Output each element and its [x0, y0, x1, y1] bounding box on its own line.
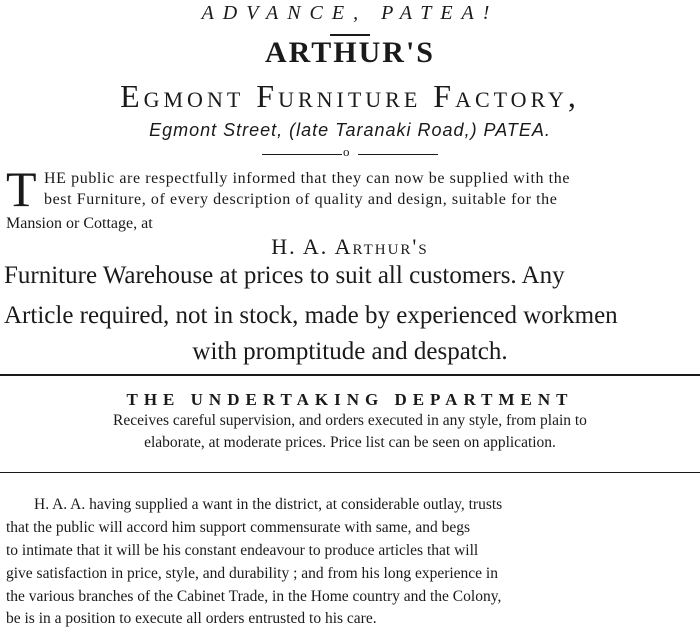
closing-line: that the public will accord him support commensurate with same, and begs: [6, 519, 471, 536]
divider-left: [262, 154, 342, 155]
drop-cap: T: [6, 161, 37, 217]
feature-line: Article required, not in stock, made by experienced workmen: [4, 302, 618, 329]
undertaking-title: THE UNDERTAKING DEPARTMENT: [126, 390, 574, 409]
closing-line: the various branches of the Cabinet Trade, in the Home country and the Colony,: [6, 588, 502, 605]
section-rule: [0, 374, 700, 376]
divider-ornament: o: [343, 144, 350, 159]
address-line: Egmont Street, (late Taranaki Road,) PATEA.: [149, 120, 551, 140]
proprietor-heading: ARTHUR'S: [265, 36, 435, 69]
undertaking-line: elaborate, at moderate prices. Price list can be seen on application.: [144, 434, 556, 451]
closing-line: give satisfaction in price, style, and durability ; and from his long experience in: [6, 565, 498, 582]
section-rule: [0, 472, 700, 473]
feature-line: with promptitude and despatch.: [192, 338, 508, 365]
intro-line: best Furniture, of every description of quality and design, suitable for the: [44, 191, 558, 208]
feature-line: Furniture Warehouse at prices to suit all customers. Any: [4, 262, 565, 289]
undertaking-line: Receives careful supervision, and orders executed in any style, from plain to: [113, 412, 587, 429]
intro-line: HE public are respectfully informed that they can now be supplied with the: [44, 170, 571, 187]
closing-line: be is in a position to execute all orders entrusted to his care.: [6, 610, 377, 627]
proprietor-name: H. A. Arthur's: [271, 234, 429, 259]
divider-right: [358, 154, 438, 155]
closing-line: to intimate that it will be his constant endeavour to produce articles that will: [6, 542, 479, 559]
intro-line: Mansion or Cottage, at: [6, 215, 153, 232]
factory-name: Egmont Furniture Factory,: [120, 78, 580, 114]
closing-line: H. A. A. having supplied a want in the district, at considerable outlay, trusts: [34, 496, 503, 513]
masthead: ADVANCE, PATEA!: [201, 2, 499, 24]
